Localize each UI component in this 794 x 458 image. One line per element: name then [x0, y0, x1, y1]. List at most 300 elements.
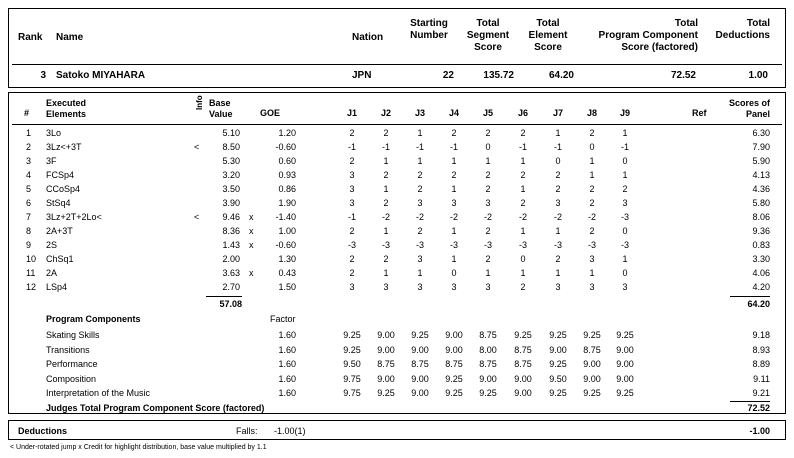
summary-divider [12, 64, 782, 65]
skater-nation: JPN [352, 70, 372, 81]
element-judge-score: 2 [383, 254, 389, 264]
component-judge-score: 9.00 [445, 344, 463, 355]
element-judge-score: 0 [622, 226, 628, 236]
component-judge-score: 9.25 [616, 330, 634, 340]
element-panel-score: 4.36 [752, 184, 770, 194]
component-judge-score: 9.25 [343, 344, 361, 355]
element-judge-score: -2 [381, 212, 390, 222]
component-judge-score: 9.00 [549, 344, 567, 355]
element-judge-score: 1 [520, 226, 526, 236]
element-judge-score: -2 [449, 212, 458, 222]
element-judge-score: 1 [451, 184, 457, 194]
element-bonus-marker: x [249, 240, 254, 250]
element-judge-score: -2 [483, 212, 492, 222]
factor-header: Factor [270, 314, 296, 324]
element-row [0, 140, 794, 154]
info-header: Info [195, 95, 204, 110]
component-judge-score: 9.00 [479, 373, 497, 384]
element-judge-score: 0 [520, 254, 526, 264]
element-judge-score: 3 [417, 198, 423, 208]
element-judge-score: 2 [520, 128, 526, 138]
judges-total-pcs-score: 72.52 [747, 403, 770, 413]
judge-header: J4 [448, 108, 459, 118]
element-judge-score: -3 [347, 240, 356, 250]
rank-label: Rank [18, 32, 43, 43]
deductions-box [8, 420, 786, 440]
element-row [0, 168, 794, 182]
element-row [0, 154, 794, 168]
element-info: < [194, 142, 200, 152]
component-panel-score: 8.93 [752, 344, 770, 355]
element-number: 5 [26, 184, 32, 194]
component-judge-score: 9.00 [377, 344, 395, 355]
element-number: 11 [26, 268, 36, 278]
component-judge-score: 9.00 [616, 359, 634, 370]
element-panel-score: 5.80 [752, 198, 770, 208]
elements-total-score: 64.20 [747, 299, 770, 309]
element-bonus-marker: x [249, 226, 254, 236]
scores-of-panel-header: Scores of Panel [728, 98, 770, 119]
element-base-value: 2.00 [222, 254, 240, 264]
element-base-value: 9.46 [222, 212, 240, 222]
element-judge-score: 3 [589, 254, 595, 264]
element-judge-score: -1 [449, 142, 458, 152]
element-judge-score: 1 [520, 268, 526, 278]
element-judge-score: 3 [349, 170, 355, 180]
component-row [0, 372, 794, 386]
element-judge-score: 2 [349, 156, 355, 166]
element-judge-score: 2 [417, 226, 423, 236]
element-judge-score: 1 [417, 268, 423, 278]
element-judge-score: 1 [383, 226, 389, 236]
nation-label: Nation [352, 32, 384, 43]
component-judge-score: 9.25 [479, 388, 497, 399]
element-judge-score: 2 [622, 184, 628, 194]
element-judge-score: 2 [417, 184, 423, 194]
element-judge-score: -3 [587, 240, 596, 250]
skater-total-pcs: 72.52 [670, 70, 696, 81]
skater-name: Satoko MIYAHARA [56, 70, 146, 81]
element-name: 2A [46, 268, 58, 278]
element-base-value: 3.63 [222, 268, 240, 278]
element-judge-score: 1 [622, 170, 628, 180]
component-judge-score: 9.25 [377, 388, 395, 399]
element-bonus-marker: x [249, 268, 254, 278]
element-name: 2S [46, 240, 58, 250]
element-number: 3 [26, 156, 32, 166]
component-name: Skating Skills [46, 330, 100, 340]
component-factor: 1.60 [278, 388, 296, 399]
element-number: 9 [26, 240, 32, 250]
element-base-value: 5.10 [222, 128, 240, 138]
component-judge-score: 8.75 [377, 359, 395, 370]
elements-total-base: 57.08 [219, 299, 242, 309]
element-judge-score: 1 [555, 226, 561, 236]
element-row [0, 210, 794, 224]
element-judge-score: 1 [451, 156, 457, 166]
element-name: CCoSp4 [46, 184, 81, 194]
element-number: 8 [26, 226, 32, 236]
element-judge-score: 2 [349, 268, 355, 278]
base-value-header: Base Value [209, 98, 233, 119]
element-name: StSq4 [46, 198, 71, 208]
element-judge-score: 1 [622, 128, 628, 138]
element-panel-score: 5.90 [752, 156, 770, 166]
element-judge-score: 3 [417, 282, 423, 292]
total-deductions-label: Total Deductions [715, 18, 770, 41]
element-judge-score: 0 [485, 142, 491, 152]
element-goe: 1.50 [278, 282, 296, 292]
element-judge-score: -1 [518, 142, 527, 152]
judge-header: J9 [619, 108, 630, 118]
judges-total-pcs-label: Judges Total Program Component Score (factored) [46, 403, 265, 413]
goe-header: GOE [260, 108, 281, 118]
legend: < Under-rotated jump x Credit for highlight distribution, base value multiplied by 1.1 [10, 444, 267, 451]
falls-value: -1.00(1) [274, 426, 306, 436]
component-judge-score: 9.25 [514, 330, 532, 340]
element-judge-score: 2 [451, 170, 457, 180]
element-judge-score: 3 [383, 282, 389, 292]
element-judge-score: 1 [520, 184, 526, 194]
element-judge-score: 1 [520, 156, 526, 166]
element-number: 10 [26, 254, 37, 264]
element-goe: 1.30 [278, 254, 296, 264]
total-element-score-label: Total Element Score [528, 18, 568, 53]
component-judge-score: 9.00 [411, 388, 429, 399]
element-goe: 0.60 [278, 156, 296, 166]
element-judge-score: 0 [451, 268, 457, 278]
element-judge-score: -3 [518, 240, 527, 250]
element-name: 3Lo [46, 128, 62, 138]
component-name: Composition [46, 373, 97, 384]
element-judge-score: 1 [383, 184, 389, 194]
element-judge-score: 2 [589, 198, 595, 208]
component-name: Transitions [46, 344, 90, 355]
element-judge-score: -1 [347, 212, 356, 222]
element-judge-score: 0 [589, 142, 595, 152]
element-judge-score: 1 [589, 268, 595, 278]
element-row [0, 126, 794, 140]
deductions-label: Deductions [18, 426, 68, 436]
component-judge-score: 9.25 [445, 388, 463, 399]
element-panel-score: 0.83 [752, 240, 770, 250]
component-judge-score: 9.25 [343, 330, 361, 340]
element-judge-score: 3 [349, 282, 355, 292]
component-row [0, 386, 794, 400]
component-judge-score: 8.75 [514, 359, 532, 370]
element-judge-score: 3 [485, 282, 491, 292]
element-panel-score: 4.06 [752, 268, 770, 278]
element-base-value: 3.90 [222, 198, 240, 208]
element-judge-score: -1 [620, 142, 629, 152]
component-judge-score: 8.00 [479, 344, 497, 355]
component-panel-score: 9.21 [752, 388, 770, 399]
element-row [0, 252, 794, 266]
element-judge-score: 2 [383, 198, 389, 208]
element-base-value: 5.30 [222, 156, 240, 166]
component-panel-score: 8.89 [752, 359, 770, 370]
component-judge-score: 8.75 [445, 359, 463, 370]
element-judge-score: 2 [485, 254, 491, 264]
element-judge-score: 3 [555, 198, 561, 208]
element-panel-score: 8.06 [752, 212, 770, 222]
component-panel-score: 9.11 [753, 373, 770, 384]
component-judge-score: 9.00 [583, 373, 601, 384]
judge-header: J3 [414, 108, 425, 118]
element-base-value: 3.20 [222, 170, 240, 180]
element-base-value: 1.43 [222, 240, 240, 250]
element-judge-score: -3 [415, 240, 424, 250]
element-number: 4 [26, 170, 32, 180]
element-judge-score: -2 [587, 212, 596, 222]
element-judge-score: 3 [349, 184, 355, 194]
element-judge-score: 3 [417, 254, 423, 264]
element-judge-score: 2 [589, 128, 595, 138]
total-pcs-label: Total Program Component Score (factored) [598, 18, 698, 53]
element-judge-score: 1 [383, 156, 389, 166]
deductions-total: -1.00 [749, 426, 770, 436]
elements-total-divider [206, 296, 242, 297]
element-judge-score: 2 [520, 282, 526, 292]
element-judge-score: 3 [622, 282, 628, 292]
elements-score-total-divider [730, 296, 770, 297]
element-goe: 1.20 [278, 128, 296, 138]
elements-header-divider [12, 124, 782, 125]
element-goe: 1.90 [278, 198, 296, 208]
component-judge-score: 9.00 [583, 359, 601, 370]
element-number: 7 [26, 212, 32, 222]
component-judge-score: 9.75 [343, 388, 361, 399]
element-panel-score: 4.13 [752, 170, 770, 180]
component-judge-score: 9.75 [343, 373, 361, 384]
component-judge-score: 9.00 [377, 330, 395, 340]
element-bonus-marker: x [249, 212, 254, 222]
element-judge-score: 2 [485, 226, 491, 236]
element-judge-score: 1 [555, 128, 561, 138]
component-judge-score: 9.00 [411, 373, 429, 384]
element-panel-score: 9.36 [752, 226, 770, 236]
element-judge-score: 0 [622, 268, 628, 278]
element-judge-score: -1 [415, 142, 424, 152]
element-row [0, 280, 794, 294]
element-goe: -0.60 [275, 142, 296, 152]
element-judge-score: 1 [485, 268, 491, 278]
element-judge-score: -2 [553, 212, 562, 222]
element-number-header: # [24, 108, 30, 118]
component-judge-score: 9.25 [616, 388, 634, 399]
element-name: 3F [46, 156, 57, 166]
element-judge-score: 2 [417, 170, 423, 180]
component-name: Interpretation of the Music [46, 388, 151, 399]
component-factor: 1.60 [278, 344, 296, 355]
component-judge-score: 8.75 [583, 344, 601, 355]
component-judge-score: 9.00 [616, 373, 634, 384]
element-judge-score: 2 [383, 128, 389, 138]
element-judge-score: 2 [485, 184, 491, 194]
element-row [0, 182, 794, 196]
element-judge-score: 1 [622, 254, 628, 264]
component-judge-score: 8.75 [479, 359, 497, 370]
element-judge-score: 2 [349, 226, 355, 236]
component-judge-score: 9.00 [445, 330, 463, 340]
element-number: 12 [26, 282, 37, 292]
element-judge-score: 2 [349, 254, 355, 264]
component-judge-score: 9.25 [549, 388, 567, 399]
pcs-total-divider [730, 401, 770, 402]
component-judge-score: 9.25 [549, 330, 567, 340]
skater-total-segment-score: 135.72 [483, 70, 514, 81]
element-judge-score: 1 [417, 156, 423, 166]
element-judge-score: -1 [381, 142, 390, 152]
element-judge-score: 1 [485, 156, 491, 166]
component-judge-score: 8.75 [514, 344, 532, 355]
component-judge-score: 9.25 [549, 359, 567, 370]
name-label: Name [56, 32, 84, 43]
element-judge-score: 2 [555, 184, 561, 194]
component-judge-score: 9.00 [514, 388, 532, 399]
element-base-value: 8.36 [222, 226, 240, 236]
element-base-value: 8.50 [222, 142, 240, 152]
element-judge-score: -3 [620, 212, 629, 222]
total-segment-score-label: Total Segment Score [466, 18, 510, 53]
element-judge-score: 0 [622, 156, 628, 166]
element-judge-score: 1 [589, 170, 595, 180]
component-row [0, 343, 794, 357]
judge-header: J6 [517, 108, 528, 118]
element-judge-score: 2 [520, 170, 526, 180]
element-judge-score: 2 [589, 226, 595, 236]
component-name: Performance [46, 359, 98, 370]
element-panel-score: 4.20 [752, 282, 770, 292]
element-judge-score: 2 [485, 170, 491, 180]
element-judge-score: -3 [620, 240, 629, 250]
element-judge-score: 1 [451, 226, 457, 236]
element-judge-score: 2 [555, 254, 561, 264]
skater-total-deductions: 1.00 [748, 70, 768, 81]
component-judge-score: 8.75 [411, 359, 429, 370]
element-judge-score: 1 [589, 156, 595, 166]
element-row [0, 238, 794, 252]
element-name: 3Lz<+3T [46, 142, 82, 152]
element-judge-score: 3 [451, 282, 457, 292]
component-judge-score: 9.00 [514, 373, 532, 384]
judge-header: J7 [552, 108, 563, 118]
element-name: 3Lz+2T+2Lo< [46, 212, 102, 222]
element-name: LSp4 [46, 282, 68, 292]
element-name: ChSq1 [46, 254, 74, 264]
component-judge-score: 9.00 [616, 344, 634, 355]
component-factor: 1.60 [278, 373, 296, 384]
element-number: 2 [26, 142, 32, 152]
ref-header: Ref [692, 108, 707, 118]
starting-number-label: Starting Number [410, 18, 448, 41]
element-judge-score: 3 [349, 198, 355, 208]
element-judge-score: -3 [553, 240, 562, 250]
component-judge-score: 8.75 [479, 330, 497, 340]
skater-starting-number: 22 [442, 70, 454, 81]
component-judge-score: 9.00 [377, 373, 395, 384]
element-panel-score: 7.90 [752, 142, 770, 152]
element-judge-score: 3 [451, 198, 457, 208]
element-judge-score: -3 [381, 240, 390, 250]
element-judge-score: 2 [555, 170, 561, 180]
element-judge-score: 2 [520, 198, 526, 208]
element-judge-score: 1 [383, 268, 389, 278]
element-judge-score: -2 [518, 212, 527, 222]
element-goe: 0.86 [278, 184, 296, 194]
element-judge-score: -3 [483, 240, 492, 250]
element-name: FCSp4 [46, 170, 75, 180]
element-judge-score: -1 [347, 142, 356, 152]
element-judge-score: -1 [553, 142, 562, 152]
element-judge-score: 1 [451, 254, 457, 264]
element-row [0, 196, 794, 210]
element-judge-score: 1 [555, 268, 561, 278]
element-judge-score: 2 [349, 128, 355, 138]
element-judge-score: -2 [415, 212, 424, 222]
element-goe: -1.40 [275, 212, 296, 222]
element-panel-score: 6.30 [752, 128, 770, 138]
program-components-header: Program Components [46, 314, 141, 324]
element-goe: 0.93 [278, 170, 296, 180]
judge-header: J5 [482, 108, 493, 118]
component-judge-score: 9.25 [583, 330, 601, 340]
element-goe: -0.60 [275, 240, 296, 250]
component-judge-score: 9.00 [411, 344, 429, 355]
element-goe: 0.43 [278, 268, 296, 278]
element-judge-score: 3 [622, 198, 628, 208]
element-judge-score: 3 [589, 282, 595, 292]
component-judge-score: 9.25 [445, 373, 463, 384]
component-judge-score: 9.50 [549, 373, 567, 384]
element-judge-score: -3 [449, 240, 458, 250]
element-judge-score: 0 [555, 156, 561, 166]
element-base-value: 3.50 [222, 184, 240, 194]
component-panel-score: 9.18 [752, 330, 770, 340]
judge-header: J1 [346, 108, 357, 118]
element-name: 2A+3T [46, 226, 73, 236]
element-judge-score: 2 [383, 170, 389, 180]
component-judge-score: 9.25 [411, 330, 429, 340]
element-row [0, 224, 794, 238]
executed-elements-header: Executed Elements [46, 98, 87, 119]
element-panel-score: 3.30 [752, 254, 770, 264]
falls-label: Falls: [236, 426, 258, 436]
element-goe: 1.00 [278, 226, 296, 236]
skater-total-element-score: 64.20 [548, 70, 574, 81]
element-number: 1 [26, 128, 32, 138]
component-factor: 1.60 [278, 330, 296, 340]
element-judge-score: 2 [485, 128, 491, 138]
component-row [0, 357, 794, 371]
component-judge-score: 9.50 [343, 359, 361, 370]
element-judge-score: 2 [451, 128, 457, 138]
component-row [0, 328, 794, 342]
skater-rank: 3 [40, 70, 46, 81]
element-judge-score: 2 [589, 184, 595, 194]
element-judge-score: 3 [555, 282, 561, 292]
element-judge-score: 3 [485, 198, 491, 208]
element-info: < [194, 212, 200, 222]
component-judge-score: 9.25 [583, 388, 601, 399]
element-number: 6 [26, 198, 32, 208]
judge-header: J2 [380, 108, 391, 118]
element-base-value: 2.70 [222, 282, 240, 292]
element-row [0, 266, 794, 280]
component-factor: 1.60 [278, 359, 296, 370]
element-judge-score: 1 [417, 128, 423, 138]
judge-header: J8 [586, 108, 597, 118]
